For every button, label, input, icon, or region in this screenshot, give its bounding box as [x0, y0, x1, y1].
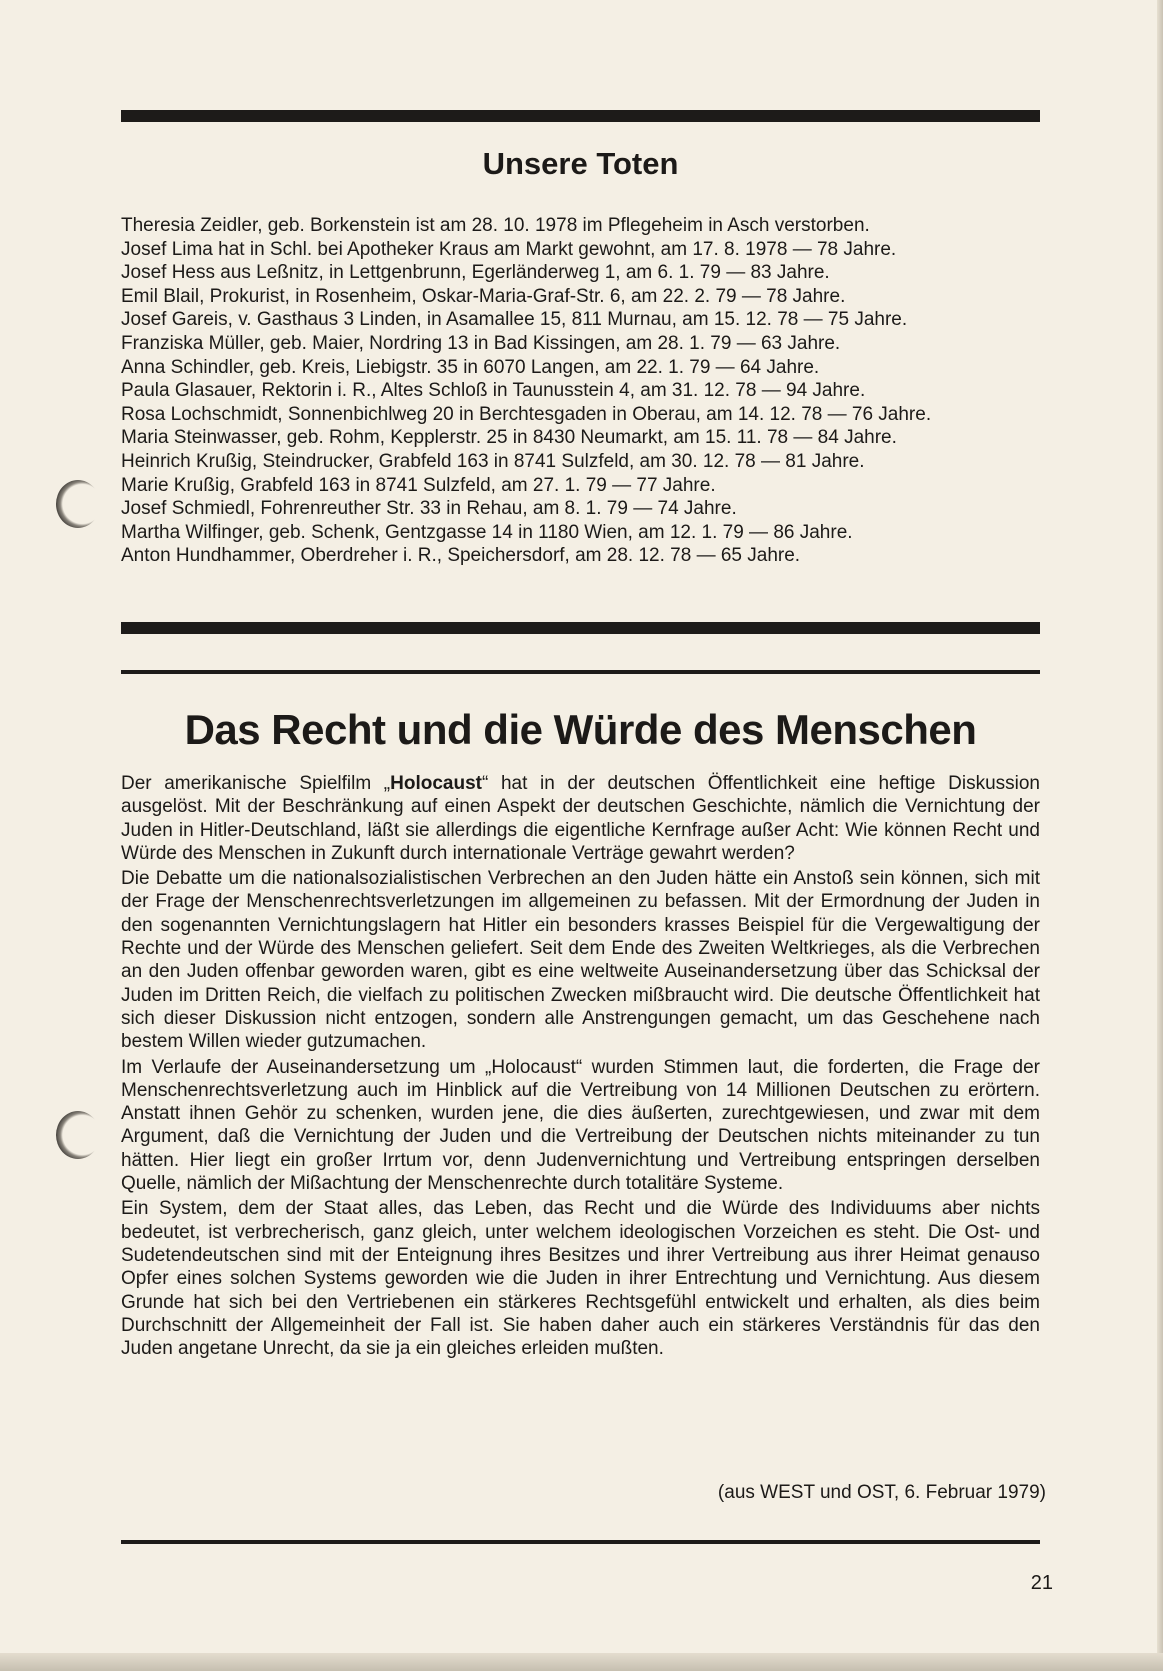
obituary-entry: Josef Lima hat in Schl. bei Apotheker Kraus am Markt gewohnt, am 17. 8. 1978 — 78 Jahre. [121, 238, 897, 260]
article-title: Das Recht und die Würde des Menschen [184, 706, 977, 753]
obituary-entry: Marie Krußig, Grabfeld 163 in 8741 Sulzfeld, am 27. 1. 79 — 77 Jahre. [121, 474, 716, 496]
section-title-unsere-toten: Unsere Toten [482, 146, 679, 181]
punch-hole [56, 480, 100, 528]
obituary-entry: Martha Wilfinger, geb. Schenk, Gentzgasse 14 in 1180 Wien, am 12. 1. 79 — 86 Jahre. [121, 521, 853, 543]
obituary-entry: Josef Gareis, v. Gasthaus 3 Linden, in Asamallee 15, 811 Murnau, am 15. 12. 78 — 75 Jahre. [121, 309, 908, 331]
obituary-entry: Paula Glasauer, Rektorin i. R., Altes Schloß in Taunusstein 4, am 31. 12. 78 — 94 Jahre. [121, 380, 866, 402]
section-divider-thin [121, 670, 1040, 674]
obituary-entry: Rosa Lochschmidt, Sonnenbichlweg 20 in Berchtesgaden in Oberau, am 14. 12. 78 — 76 Jahre. [121, 403, 932, 425]
obituary-entry: Anna Schindler, geb. Kreis, Liebigstr. 35 in 6070 Langen, am 22. 1. 79 — 64 Jahre. [121, 356, 820, 378]
obituary-entry: Emil Blail, Prokurist, in Rosenheim, Oskar-Maria-Graf-Str. 6, am 22. 2. 79 — 78 Jahre. [121, 285, 846, 307]
film-title-holocaust: Holocaust [390, 773, 482, 794]
obituary-entry: Theresia Zeidler, geb. Borkenstein ist am 28. 10. 1978 im Pflegeheim in Asch verstorben. [121, 215, 870, 236]
obituary-entry: Josef Hess aus Leßnitz, in Lettgenbrunn, Egerländerweg 1, am 6. 1. 79 — 83 Jahre. [121, 262, 830, 284]
page-number: 21 [1030, 1572, 1053, 1594]
page-edge-shadow [1157, 0, 1163, 1671]
obituary-entry: Franziska Müller, geb. Maier, Nordring 13 in Bad Kissingen, am 28. 1. 79 — 63 Jahre. [121, 332, 841, 354]
article-paragraph: Die Debatte um die nationalsozialistischen Verbrechen an den Juden hätte ein Anstoß sein können, sich mit der Frage der Menschenrechtsverletzungen im allgemeinen zu befassen. Mit der Ermordnung der Juden in den sogenannten Vernichtungslagern hat Hitler ein besonders krasses Beispiel für die Vergewaltigung der Rechte und der Würde des Menschen geliefert. Seit dem Ende des Zweiten Weltkrieges, als die Verbrechen an den Juden offenbar geworden waren, gibt es eine weltweite Auseinandersetzung über das Schicksal der Juden im Dritten Reich, die vielfach zu politischen Zwecken mißbraucht wird. Die deutsche Öffentlichkeit hat sich dieser Diskussion nicht entzogen, sondern alle Anstrengungen gemacht, um das Geschehene nach bestem Willen wieder gutzumachen. [121, 868, 1040, 1053]
obituary-entry: Heinrich Krußig, Steindrucker, Grabfeld 163 in 8741 Sulzfeld, am 30. 12. 78 — 81 Jahre. [121, 450, 865, 472]
page-bottom-edge [0, 1653, 1163, 1671]
punch-hole [56, 1111, 100, 1159]
section-divider-thick [121, 622, 1040, 634]
bottom-rule [121, 1540, 1040, 1544]
source-citation: (aus WEST und OST, 6. Februar 1979) [717, 1482, 1046, 1503]
top-rule [121, 110, 1040, 122]
article-paragraph: Im Verlaufe der Auseinandersetzung um „Holocaust“ wurden Stimmen laut, die forderten, die Frage der Menschenrechtsverletzung auch im Hinblick auf die Vertreibung von 14 Millionen Deutschen zu erörtern. Anstatt ihnen Gehör zu schenken, wurden jene, die dies äußerten, zurechtgewiesen, und zwar mit dem Argument, daß die Vernichtung der Juden und die Vertreibung der Deutschen nichts miteinander zu tun hätten. Hier liegt ein großer Irrtum vor, denn Judenvernichtung und Vertreibung entspringen derselben Quelle, nämlich der Mißachtung der Menschenrechte durch totalitäre Systeme. [121, 1056, 1040, 1195]
obituary-entry: Josef Schmiedl, Fohrenreuther Str. 33 in Rehau, am 8. 1. 79 — 74 Jahre. [121, 498, 737, 520]
obituary-list [121, 214, 1040, 568]
article-paragraph: Der amerikanische Spielfilm „Holocaust“ hat in der deutschen Öffentlichkeit eine heftige Diskussion ausgelöst. Mit der Beschränkung auf einen Aspekt der deutschen Geschichte, nämlich die Vernichtung der Juden in Hitler-Deutschland, läßt sie allerdings die eigentliche Kernfrage außer Acht: Wie können Recht und Würde des Menschen in Zukunft durch internationale Verträge gewahrt werden? [121, 773, 1040, 864]
article-body [121, 772, 1040, 1362]
obituary-entry: Maria Steinwasser, geb. Rohm, Kepplerstr. 25 in 8430 Neumarkt, am 15. 11. 78 — 84 Jahre. [121, 427, 897, 449]
obituary-entry: Anton Hundhammer, Oberdreher i. R., Speichersdorf, am 28. 12. 78 — 65 Jahre. [121, 545, 801, 567]
article-paragraph: Ein System, dem der Staat alles, das Leben, das Recht und die Würde des Individuums aber nichts bedeutet, ist verbrecherisch, ganz gleich, unter welchem ideologischen Vorzeichen es steht. Die Ost- und Sudetendeutschen sind mit der Enteignung ihres Besitzes und ihrer Vertreibung aus ihrer Heimat genauso Opfer eines solchen Systems geworden wie die Juden in ihrer Entrechtung und Vernichtung. Aus diesem Grunde hat sich bei den Vertriebenen ein stärkeres Rechtsgefühl entwickelt und erhalten, als dies beim Durchschnitt der Allgemeinheit der Fall ist. Sie haben daher auch ein stärkeres Verständnis für das den Juden angetane Unrecht, da sie ja ein gleiches erleiden mußten. [121, 1198, 1040, 1360]
